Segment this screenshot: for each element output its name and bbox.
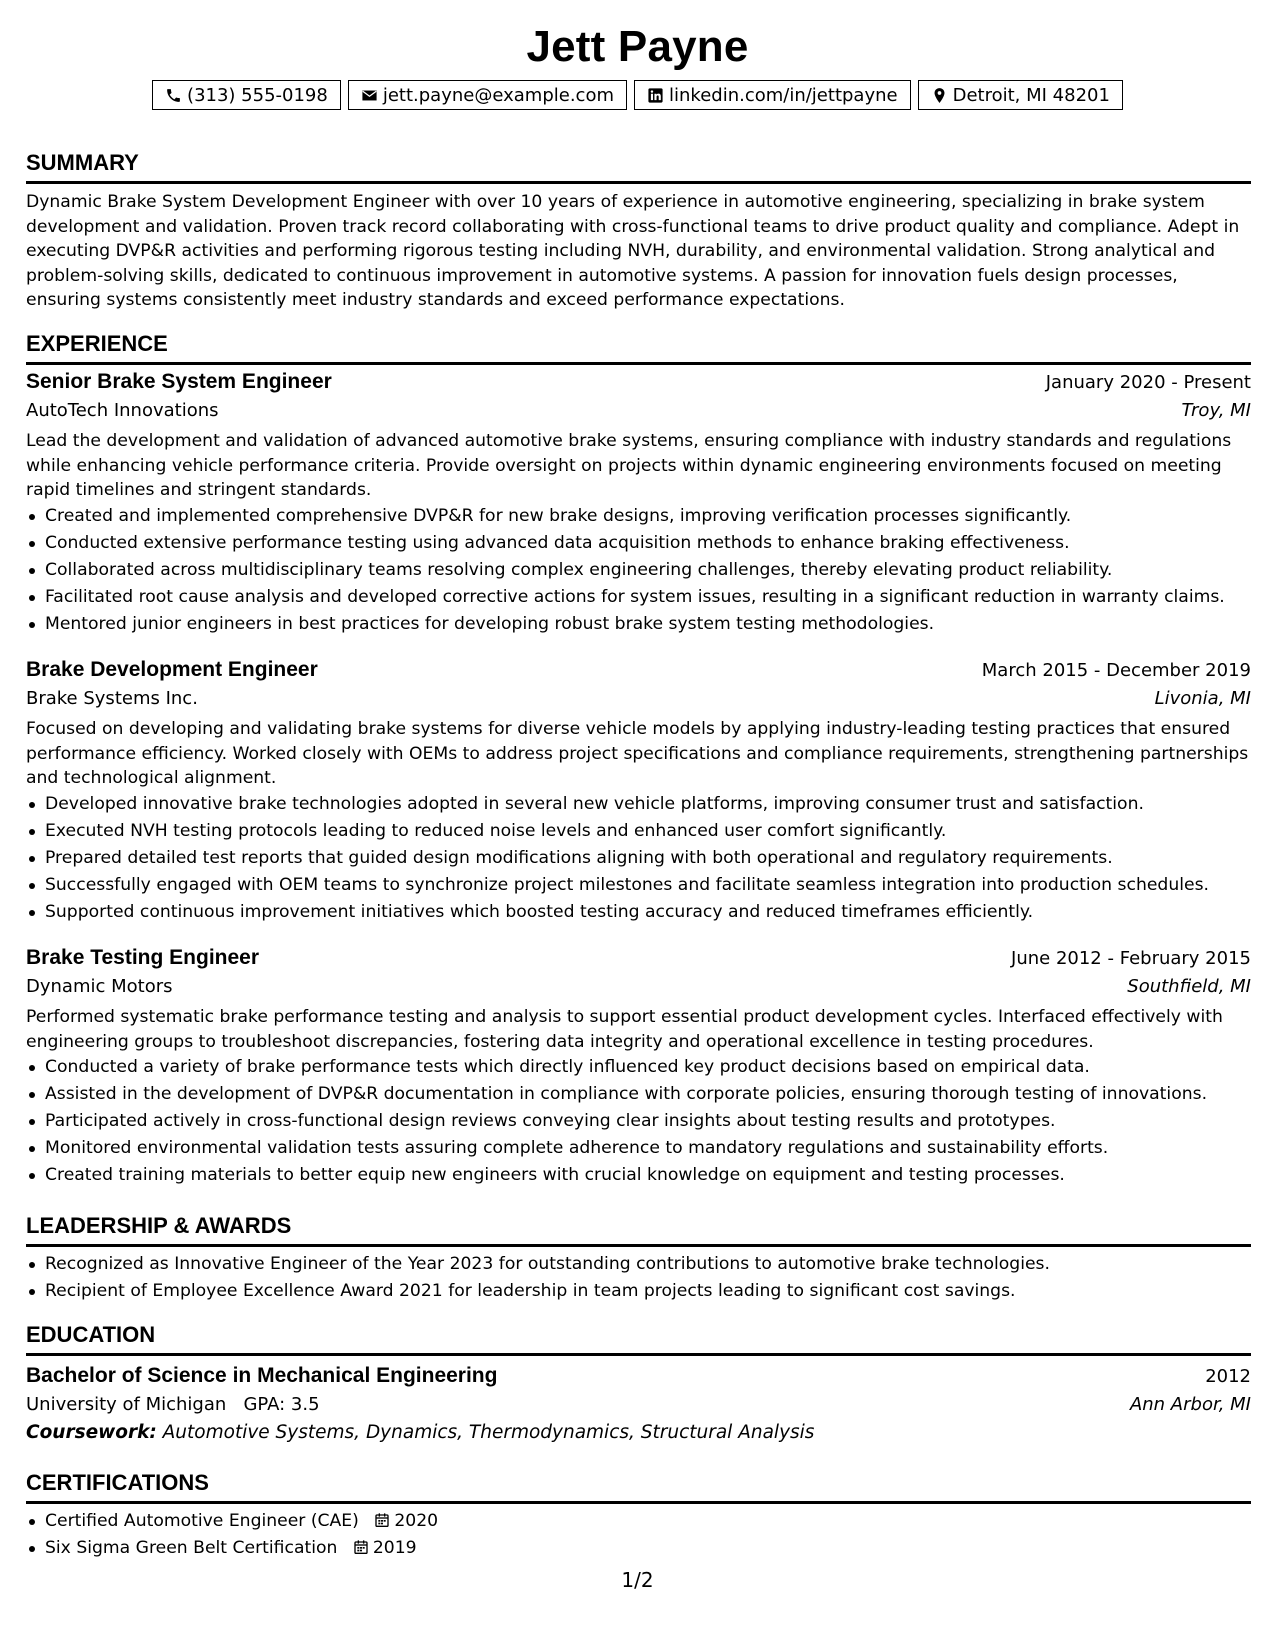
summary-text: Dynamic Brake System Development Engineer with over 10 years of experience in automotive engineering, specializing in brake system development and validation. Proven track record collaborating with cross-functional teams to drive product quality and compliance. Adept in executing DVP&R activities and performing rigorous testing including NVH, durability, and environmental validation. Strong analytical and problem-solving skills, dedicated to continuous improvement in automotive systems. A passion for innovation fuels design processes, ensuring systems consistently meet industry standards and exceed performance expectations. [26,192,1240,311]
list-item: Mentored junior engineers in best practices for developing robust brake system testing methodologies. [26,611,1251,638]
list-item: Successfully engaged with OEM teams to synchronize project milestones and facilitate seamless integration into production schedules. [26,872,1251,899]
leadership-section [26,1213,1251,1305]
section-title-certifications: CERTIFICATIONS [26,1470,209,1495]
section-title-leadership: LEADERSHIP & AWARDS [26,1213,292,1238]
section-divider [26,1244,1251,1247]
job-bullets [26,1054,1251,1189]
calendar-icon [353,1539,369,1555]
job-dates: June 2012 - February 2015 [1011,948,1251,969]
job-dates: March 2015 - December 2019 [981,660,1251,681]
experience-section [26,331,1251,365]
contact-phone[interactable] [152,80,341,110]
section-title-education: EDUCATION [26,1322,156,1347]
job-title: Brake Testing Engineer [26,946,260,969]
list-item: Created training materials to better equip new engineers with crucial knowledge on equipment and testing processes. [26,1162,1251,1189]
section-divider [26,181,1251,184]
linkedin-text: linkedin.com/in/jettpayne [669,84,898,106]
section-divider [26,1501,1251,1504]
email-text: jett.payne@example.com [382,84,614,106]
list-item: Collaborated across multidisciplinary teams resolving complex engineering challenges, thereby elevating product reliability. [26,557,1251,584]
education-section [26,1322,1251,1443]
linkedin-icon [647,87,664,104]
gpa: GPA: 3.5 [243,1394,320,1415]
contact-email[interactable] [348,80,627,110]
section-divider [26,1353,1251,1356]
award-list [26,1251,1251,1305]
job-location: Southfield, MI [1127,976,1251,997]
calendar-icon [374,1512,390,1528]
coursework-label: Coursework: [26,1422,157,1443]
contact-bar [0,80,1275,110]
certification-year: 2020 [394,1511,439,1531]
job-entry [26,658,1251,926]
job-bullets [26,791,1251,926]
job-description: Lead the development and validation of advanced automotive brake systems, ensuring compliance with industry standards and regulations while enhancing vehicle performance criteria. Provide oversight on projects within dynamic engineering environments focused on meeting rapid timelines and stringent standards. [26,431,1232,501]
location-text: Detroit, MI 48201 [952,84,1110,106]
school-name: University of Michigan [26,1394,227,1415]
coursework-text: Automotive Systems, Dynamics, Thermodynamics, Structural Analysis [162,1422,815,1443]
list-item: Monitored environmental validation tests assuring complete adherence to mandatory regulations and sustainability efforts. [26,1135,1251,1162]
phone-icon [165,87,182,104]
job-location: Livonia, MI [1154,688,1251,709]
list-item [26,1508,1251,1535]
job-bullets [26,503,1251,638]
list-item [26,1535,1251,1562]
list-item: Supported continuous improvement initiatives which boosted testing accuracy and reduced timeframes efficiently. [26,899,1251,926]
list-item: Conducted extensive performance testing using advanced data acquisition methods to enhance braking effectiveness. [26,530,1251,557]
job-title: Brake Development Engineer [26,658,318,681]
job-company: Brake Systems Inc. [26,688,198,709]
certification-name: Certified Automotive Engineer (CAE) [45,1511,359,1531]
section-divider [26,362,1251,365]
list-item: Recipient of Employee Excellence Award 2021 for leadership in team projects leading to significant cost savings. [26,1278,1251,1305]
job-company: Dynamic Motors [26,976,173,997]
phone-text: (313) 555-0198 [187,84,328,106]
job-description: Focused on developing and validating brake systems for diverse vehicle models by applying industry-leading testing practices that ensured performance efficiency. Worked closely with OEMs to address project specifications and compliance requirements, strengthening partnerships and technological alignment. [26,719,1249,789]
page-number: 1/2 [621,1568,654,1592]
section-title-experience: EXPERIENCE [26,331,168,356]
list-item: Developed innovative brake technologies adopted in several new vehicle platforms, improving consumer trust and satisfaction. [26,791,1251,818]
job-location: Troy, MI [1181,400,1251,421]
list-item: Recognized as Innovative Engineer of the Year 2023 for outstanding contributions to automotive brake technologies. [26,1251,1251,1278]
list-item: Conducted a variety of brake performance tests which directly influenced key product decisions based on empirical data. [26,1054,1251,1081]
school-line [26,1394,320,1415]
job-entry [26,370,1251,638]
coursework-line [26,1422,1251,1443]
degree-title: Bachelor of Science in Mechanical Engineering [26,1364,498,1387]
section-title-summary: SUMMARY [26,150,139,175]
school-location: Ann Arbor, MI [1129,1394,1251,1415]
map-pin-icon [931,87,948,104]
candidate-name: Jett Payne [526,22,749,71]
list-item: Executed NVH testing protocols leading to reduced noise levels and enhanced user comfort significantly. [26,818,1251,845]
job-dates: January 2020 - Present [1045,372,1251,393]
summary-section [26,150,1251,313]
list-item: Assisted in the development of DVP&R documentation in compliance with corporate policies, ensuring thorough testing of innovations. [26,1081,1251,1108]
job-description: Performed systematic brake performance testing and analysis to support essential product development cycles. Interfaced effectively with engineering groups to troubleshoot discrepancies, fostering data integrity and operational excellence in testing procedures. [26,1007,1223,1052]
certification-year: 2019 [372,1538,417,1558]
list-item: Prepared detailed test reports that guided design modifications aligning with both operational and regulatory requirements. [26,845,1251,872]
contact-location[interactable] [918,80,1123,110]
job-entry [26,946,1251,1189]
certifications-section [26,1470,1251,1562]
graduation-year: 2012 [1205,1366,1251,1387]
list-item: Participated actively in cross-functional design reviews conveying clear insights about testing results and prototypes. [26,1108,1251,1135]
certification-list [26,1508,1251,1562]
list-item: Created and implemented comprehensive DVP&R for new brake designs, improving verification processes significantly. [26,503,1251,530]
contact-linkedin[interactable] [634,80,911,110]
list-item: Facilitated root cause analysis and developed corrective actions for system issues, resulting in a significant reduction in warranty claims. [26,584,1251,611]
job-company: AutoTech Innovations [26,400,219,421]
envelope-icon [361,87,378,104]
job-title: Senior Brake System Engineer [26,370,332,393]
certification-name: Six Sigma Green Belt Certification [45,1538,338,1558]
